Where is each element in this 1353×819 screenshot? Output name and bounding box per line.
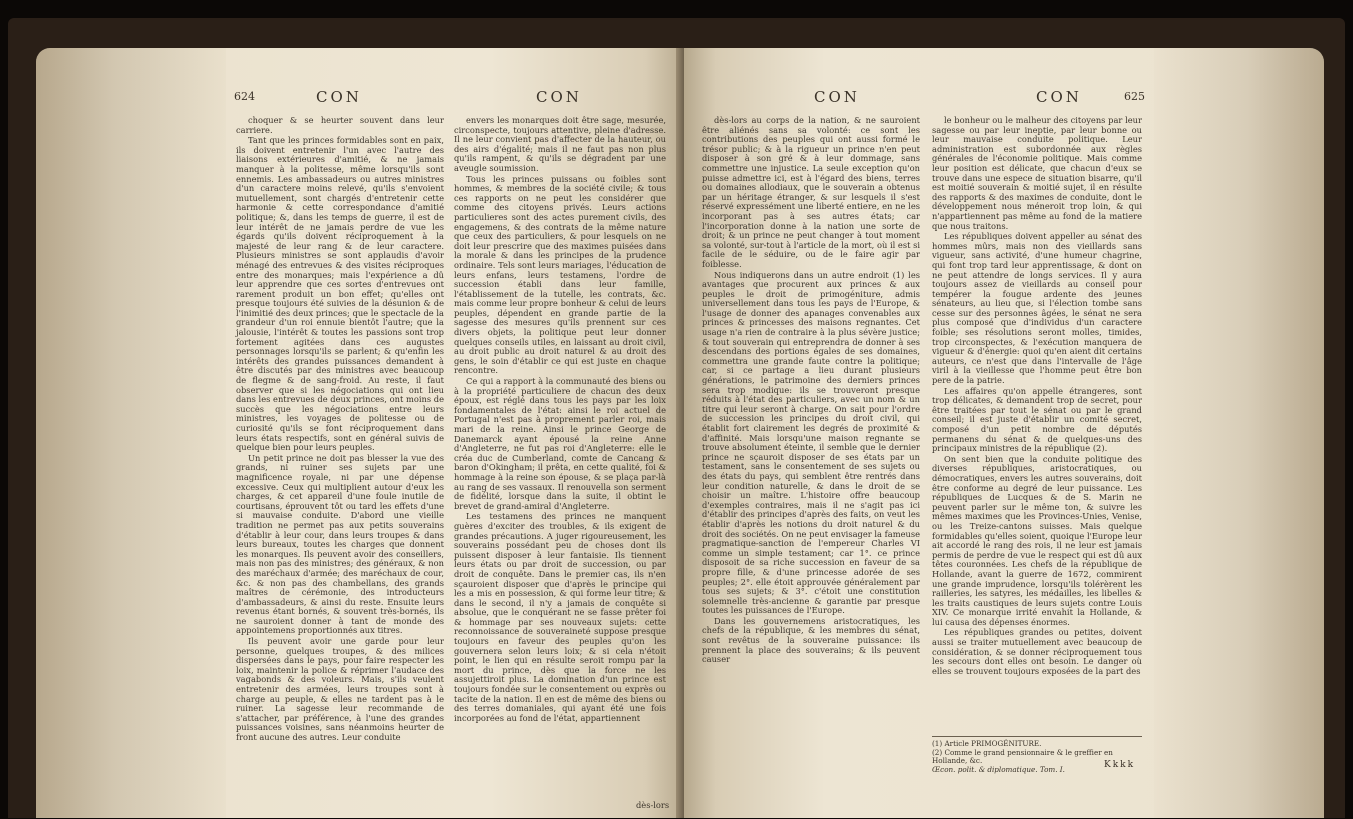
right-page [684, 48, 1324, 818]
paragraph: Dans les gouvernemens aristocratiques, les chefs de la république, & les membres du sénat, sont revêtus de la souveraine puissance: ils prennent la place des souverains; & ils peuvent causer [702, 615, 920, 665]
page-number: 624 [234, 90, 255, 103]
footnote: (1) Article PRIMOGÉNITURE. [932, 739, 1042, 748]
running-header: CON [814, 88, 860, 106]
text-column [454, 116, 666, 724]
paragraph: Les affaires qu'on appelle étrangeres, sont trop délicates, & demandent trop de secret, pour être traitées par tout le sénat ou par le grand conseil; il est juste d'établir un comité secret, composé d'un petit nombre de députés permanens du sénat & de quelques-uns des principaux ministres de la république (2). [932, 385, 1142, 454]
footnote: (2) Comme le grand pensionnaire & le greffier en Hollande, &c. [932, 747, 1113, 766]
catchword: dès-lors [636, 800, 670, 810]
page-number: 625 [1124, 90, 1145, 103]
paragraph: Tous les princes puissans ou foibles sont hommes, & membres de la société civile; & tous ces rapports on ne peut les considérer que comme des citoyens privés. Leurs actions particulieres sont des actes purement civils, des engagemens, & des contrats de la même nature que ceux des particuliers, & pour lesquels on ne doit leur prescrire que des maximes puisées dans la morale & dans les principes de la prudence ordinaire. Tels sont leurs mariages, l'éducation de leurs enfans, leurs testamens, l'ordre de succession établi dans leur famille, l'établissement de la tutelle, les contrats, &c. mais comme leur propre bonheur & celui de leurs peuples, dépendent en grande partie de la sagesse des mesures qu'ils prennent sur ces divers objets, la politique peut leur donner quelques conseils utiles, en laissant au droit civil, au droit public au droit naturel & au droit des gens, le soin d'établir ce qui est juste en chaque rencontre. [454, 173, 666, 376]
book [8, 18, 1345, 818]
paragraph: Nous indiquerons dans un autre endroit (1) les avantages que procurent aux princes & aux peuples le droit de primogéniture, admis universellement dans tous les pays de l'Europe, & l'usage de donner des apanages convenables aux princes & princesses des maisons regnantes. Cet usage n'a rien de contraire à la plus sévère justice; & tout souverain qui entreprendra de donner à ses descendans des portions égales de ses domaines, commettra une grande faute contre la politique; car, si ce partage a lieu durant plusieurs générations, le patrimoine des derniers princes sera trop modique: ils se trouveront presque réduits à l'état des particuliers, avec un nom & un titre qui leur seront à charge. On sait pour l'ordre de succession les principes du droit civil, qui établit fort clairement les degrés de proximité & d'affinité. Mais lorsqu'une maison regnante se trouve absolument éteinte, il semble que le dernier prince ne sçauroit disposer de ses états par un testament, sans le consentement de ses sujets ou des états du pays, qui semblent être rentrés dans leur condition naturelle, & dans le droit de se choisir un maître. L'histoire offre beaucoup d'exemples contraires, mais il ne s'agit pas ici d'établir des principes d'après des faits, on veut les établir d'après les notions du droit naturel & du droit des sociétés. On ne peut envisager la fameuse pragmatique-sanction de l'empereur Charles VI comme un simple testament; car 1°. ce prince disposoit de sa riche succession en faveur de sa propre fille, & d'une princesse adorée de ses peuples; 2°. elle étoit approuvée généralement par tous ses sujets; & 3°. c'étoit une constitution solemnelle très-ancienne & garantie par presque toutes les puissances de l'Europe. [702, 269, 920, 616]
paragraph: On sent bien que la conduite politique des diverses républiques, aristocratiques, ou démocratiques, envers les autres souverains, doit être conforme au degré de leur puissance. Les républiques de Lucques & de S. Marin ne peuvent parler sur le même ton, & suivre les mêmes maximes que les Provinces-Unies, Venise, ou les Treize-cantons suisses. Mais quelque formidables qu'elles soient, quoique l'Europe leur ait accordé le rang des rois, il ne leur est jamais permis de perdre de vue le respect qui est dû aux têtes couronnées. Les chefs de la république de Hollande, avant la guerre de 1672, commirent une grande imprudence, lorsqu'ils tolérèrent les railleries, les satyres, les médailles, les libelles & les traits caustiques de leurs sujets contre Louis XIV. Ce monarque irrité envahit la Hollande, & lui causa des dépenses énormes. [932, 453, 1142, 627]
paragraph: envers les monarques doit être sage, mesurée, circonspecte, toujours attentive, pleine d'adresse. Il ne leur convient pas d'affecter de la hauteur, ou des airs d'égalité; mais il ne faut pas non plus qu'ils rampent, & qu'ils se dégradent par une aveugle soumission. [454, 115, 666, 173]
paragraph: Ils peuvent avoir une garde pour leur personne, quelques troupes, & des milices dispersées dans le pays, pour faire respecter les loix, maintenir la police & réprimer l'audace des vagabonds & des voleurs. Mais, s'ils veulent entretenir des armées, leurs troupes sont à charge au peuple, & elles ne tardent pas à le ruiner. La sagesse leur recommande de s'attacher, par préférence, à l'une des grandes puissances voisines, sans néanmoins heurter de front aucune des autres. Leur conduite [236, 636, 444, 742]
signature-mark: Kkkk [1104, 760, 1136, 770]
running-header: CON [1036, 88, 1082, 106]
paragraph: Les testamens des princes ne manquent guères d'exciter des troubles, & ils exigent de grandes précautions. A juger rigoureusement, les souverains possédant peu de choses dont ils puissent disposer à leur fantaisie. Ils tiennent leurs états ou par droit de succession, ou par droit de conquête. Dans le premier cas, ils n'en sçauroient disposer que d'après le principe qui les a mis en possession, & qui forme leur titre; & dans le second, il n'y a jamais de conquête si absolue, que le conquérant ne se fasse prêter foi & hommage par ses nouveaux sujets: cette reconnoissance de souveraineté suppose presque toujours en faveur des peuples qu'on les gouvernera selon leurs loix; & si cela n'étoit point, le lien qui en résulte seroit rompu par la mort du prince, dès que la force ne les assujettiroit plus. La domination d'un prince est toujours fondée sur le consentement ou exprès ou tacite de la nation. Il en est de même des biens ou des terres domaniales, qui ayant été une fois incorporées au fond de l'état, appartiennent [454, 511, 666, 723]
page-shadow [1154, 48, 1324, 818]
paragraph: choquer & se heurter souvent dans leur carriere. [236, 115, 444, 135]
paragraph: Tant que les princes formidables sont en paix, ils doivent entretenir l'un avec l'autre des liaisons extérieures d'amitié, & ne jamais manquer à la politesse, même lorsqu'ils sont ennemis. Les ambassadeurs ou autres ministres d'un caractere moins relevé, qu'ils s'envoient mutuellement, sont chargés d'entretenir cette harmonie & cette correspondance d'amitié politique; &, dans les temps de guerre, il est de leur intérêt de ne jamais perdre de vue les égards qu'ils doivent réciproquement à la majesté de leur rang & de leur caractere. Plusieurs ministres se sont applaudis d'avoir ménagé des entrevues & des visites réciproques entre des monarques; mais l'expérience a dû leur apprendre que ces sortes d'entrevues ont rarement produit un bon effet; qu'elles ont presque toujours été suivies de la désunion & de l'inimitié des deux princes; que le spectacle de la grandeur d'un roi ennuie bientôt l'autre; que la jalousie, l'intérêt & toutes les passions sont trop fortement agitées dans ces augustes personnages lorsqu'ils se parlent; & qu'enfin les intérêts des grandes puissances demandent à être discutés par des ministres avec beaucoup de flegme & de sang-froid. Au reste, il faut observer que si les négociations qui ont lieu dans les entrevues de deux princes, ont moins de succès que les négociations entre leurs ministres, les voyages de politesse ou de curiosité qu'ils se font réciproquement dans leurs états respectifs, sont en général suivis de quelque bien pour leurs peuples. [236, 135, 444, 453]
paragraph: Les républiques doivent appeller au sénat des hommes mûrs, mais non des vieillards sans vigueur, sans activité, d'une humeur chagrine, qui font trop tard leur apprentissage, & dont on ne peut attendre de longs services. Il y aura toujours assez de vieillards au conseil pour tempérer la fougue ardente des jeunes sénateurs, au lieu que, si l'élection tombe sans cesse sur des personnes âgées, le sénat ne sera plus composé que d'individus d'un caractere foible; ses résolutions seront molles, timides, trop circonspectes, & l'exécution manquera de vigueur & d'énergie: quoi qu'en aient dit certains auteurs, ce n'est que dans l'intervalle de l'âge viril à la vieillesse que l'homme peut être bon pere de la patrie. [932, 231, 1142, 386]
running-header: CON [316, 88, 362, 106]
running-header: CON [536, 88, 582, 106]
text-column [702, 116, 920, 666]
paragraph: le bonheur ou le malheur des citoyens par leur sagesse ou par leur ineptie, par leur bonne ou leur mauvaise conduite politique. Leur administration est subordonnée aux règles générales de l'économie politique. Mais comme leur position est délicate, que chacun d'eux se trouve dans une espece de situation bisarre, qu'il est moitié souverain & moitié sujet, il en résulte des rapports & des maximes de conduite, dont le développement nous méneroit trop loin, & qui n'appartiennent pas même au fond de la matiere que nous traitons. [932, 115, 1142, 231]
text-column [932, 116, 1142, 677]
paragraph: Les républiques grandes ou petites, doivent aussi se traiter mutuellement avec beaucoup de considération, & se donner réciproquement tous les secours dont elles ont besoin. Le danger où elles se trouvent toujours exposées de la part des [932, 627, 1142, 676]
paragraph: dès-lors au corps de la nation, & ne sauroient être aliénés sans sa volonté: ce sont les contributions des peuples qui ont aussi formé le trésor public; & à la rigueur un prince n'en peut disposer à son gré & à leur dommage, sans commettre une injustice. La seule exception qu'on puisse admettre ici, est à l'égard des biens, terres ou domaines allodiaux, que le souverain a obtenus par un héritage étranger, & sur lesquels il s'est réservé expressément une liberté entiere, en ne les incorporant pas à ses autres états; car l'incorporation donne à la nation une sorte de droit; & un prince ne peut changer à tout moment sa volonté, sur-tout à l'article de la mort, où il est si facile de le séduire, ou de le faire agir par foiblesse. [702, 115, 920, 269]
left-page [36, 48, 684, 818]
paragraph: Ce qui a rapport à la communauté des biens ou à la propriété particuliere de chacun des deux époux, est réglé dans tous les pays par les loix fondamentales de l'état: ainsi le roi actuel de Portugal n'est pas à proprement parler roi, mais mari de la reine. Ainsi le prince George de Danemarck ayant épousé la reine Anne d'Angleterre, ne fut pas roi d'Angleterre: elle le créa duc de Cumberland, comte de Cancang & baron d'Okingham; il prêta, en cette qualité, foi & hommage à la reine son épouse, & se plaça par-là au rang de ses vassaux. Il renouvella son serment de fidélité, lorsque dans la suite, il obtint le brevet de grand-amiral d'Angleterre. [454, 376, 666, 511]
text-column [236, 116, 444, 744]
page-shadow [36, 48, 226, 818]
footnote: Œcon. polit. & diplomatique. Tom. I. [932, 764, 1065, 774]
paragraph: Un petit prince ne doit pas blesser la vue des grands, ni ruiner ses sujets par une magnificence royale, ni par une dépense excessive. Ceux qui multiplient autour d'eux les charges, & cet appareil d'une foule inutile de courtisans, éprouvent tôt ou tard les effets d'une si mauvaise conduite. D'abord une vieille tradition ne permet pas aux petits souverains d'établir à leur cour, dans leurs troupes & dans leurs bureaux, toutes les charges que donnent les monarques. Ils peuvent avoir des conseillers, mais non pas des ministres; des généraux, & non des maréchaux d'armée; des maréchaux de cour, &c. & non pas des chambellans, des grands maîtres de cérémonie, des introducteurs d'ambassadeurs, & ainsi du reste. Ensuite leurs revenus étant bornés, & souvent très-bornés, ils ne sauroient donner à tant de monde des appointemens proportionnés aux titres. [236, 452, 444, 636]
